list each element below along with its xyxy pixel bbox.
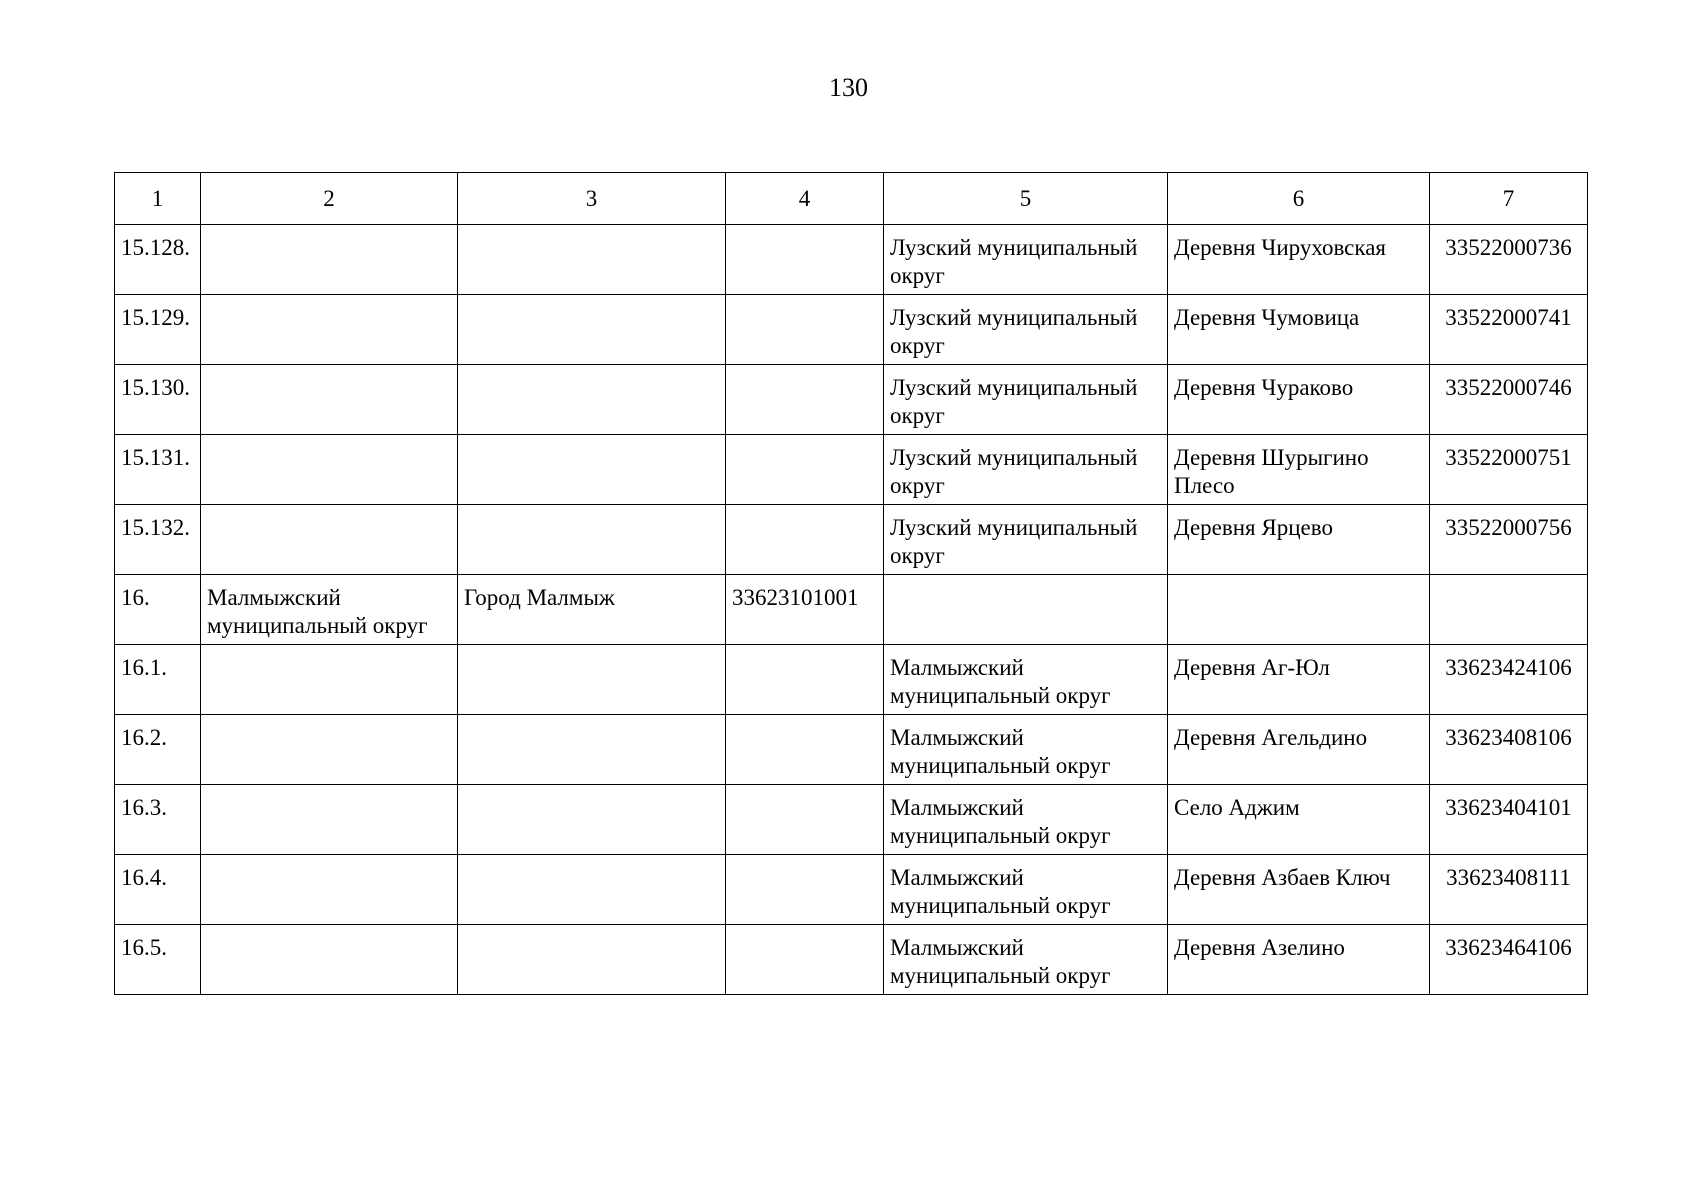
cell-district xyxy=(201,295,458,365)
cell-row-number: 15.132. xyxy=(115,505,201,575)
header-cell-4: 4 xyxy=(726,173,884,225)
cell-settlement-center xyxy=(458,295,726,365)
table-row xyxy=(115,435,1588,505)
cell-municipal-district: Малмыжский муниципальный округ xyxy=(884,855,1168,925)
cell-center-code xyxy=(726,925,884,995)
cell-settlement-code: 33623404101 xyxy=(1430,785,1588,855)
cell-settlement-code xyxy=(1430,575,1588,645)
table-row xyxy=(115,295,1588,365)
header-cell-7: 7 xyxy=(1430,173,1588,225)
header-cell-3: 3 xyxy=(458,173,726,225)
cell-district xyxy=(201,785,458,855)
cell-center-code xyxy=(726,225,884,295)
cell-row-number: 16.1. xyxy=(115,645,201,715)
cell-settlement-code: 33522000741 xyxy=(1430,295,1588,365)
cell-row-number: 16.4. xyxy=(115,855,201,925)
cell-district xyxy=(201,435,458,505)
header-cell-5: 5 xyxy=(884,173,1168,225)
cell-municipal-district: Малмыжский муниципальный округ xyxy=(884,925,1168,995)
cell-settlement-name: Деревня Чумовица xyxy=(1168,295,1430,365)
cell-settlement-center: Город Малмыж xyxy=(458,575,726,645)
table-row xyxy=(115,505,1588,575)
cell-district xyxy=(201,365,458,435)
cell-settlement-code: 33623408111 xyxy=(1430,855,1588,925)
cell-settlement-center xyxy=(458,435,726,505)
table-row xyxy=(115,575,1588,645)
cell-row-number: 16.2. xyxy=(115,715,201,785)
cell-center-code xyxy=(726,295,884,365)
cell-row-number: 15.131. xyxy=(115,435,201,505)
cell-district xyxy=(201,505,458,575)
cell-settlement-code: 33522000736 xyxy=(1430,225,1588,295)
cell-settlement-center xyxy=(458,505,726,575)
table-row xyxy=(115,715,1588,785)
cell-district xyxy=(201,925,458,995)
settlements-table xyxy=(114,172,1588,995)
cell-municipal-district: Лузский муниципальный округ xyxy=(884,365,1168,435)
cell-center-code xyxy=(726,715,884,785)
cell-settlement-name: Деревня Аг-Юл xyxy=(1168,645,1430,715)
cell-row-number: 16.3. xyxy=(115,785,201,855)
cell-row-number: 16.5. xyxy=(115,925,201,995)
cell-row-number: 15.130. xyxy=(115,365,201,435)
cell-settlement-name: Деревня Шурыгино Плесо xyxy=(1168,435,1430,505)
cell-settlement-name: Деревня Ярцево xyxy=(1168,505,1430,575)
cell-settlement-code: 33623464106 xyxy=(1430,925,1588,995)
cell-settlement-name xyxy=(1168,575,1430,645)
cell-municipal-district: Лузский муниципальный округ xyxy=(884,225,1168,295)
cell-district xyxy=(201,715,458,785)
cell-center-code xyxy=(726,785,884,855)
cell-district xyxy=(201,855,458,925)
cell-settlement-center xyxy=(458,365,726,435)
header-cell-2: 2 xyxy=(201,173,458,225)
cell-settlement-center xyxy=(458,645,726,715)
cell-district xyxy=(201,225,458,295)
cell-settlement-code: 33522000746 xyxy=(1430,365,1588,435)
table-row xyxy=(115,365,1588,435)
cell-row-number: 16. xyxy=(115,575,201,645)
cell-settlement-center xyxy=(458,785,726,855)
cell-settlement-center xyxy=(458,715,726,785)
cell-center-code: 33623101001 xyxy=(726,575,884,645)
cell-municipal-district: Малмыжский муниципальный округ xyxy=(884,785,1168,855)
cell-district xyxy=(201,645,458,715)
table-row xyxy=(115,645,1588,715)
cell-center-code xyxy=(726,855,884,925)
table-row xyxy=(115,925,1588,995)
cell-settlement-center xyxy=(458,925,726,995)
cell-center-code xyxy=(726,435,884,505)
cell-municipal-district: Лузский муниципальный округ xyxy=(884,435,1168,505)
header-cell-1: 1 xyxy=(115,173,201,225)
cell-settlement-center xyxy=(458,225,726,295)
cell-municipal-district: Лузский муниципальный округ xyxy=(884,505,1168,575)
cell-municipal-district: Лузский муниципальный округ xyxy=(884,295,1168,365)
cell-settlement-name: Деревня Азелино xyxy=(1168,925,1430,995)
cell-row-number: 15.129. xyxy=(115,295,201,365)
cell-center-code xyxy=(726,505,884,575)
header-cell-6: 6 xyxy=(1168,173,1430,225)
cell-settlement-name: Село Аджим xyxy=(1168,785,1430,855)
cell-settlement-code: 33623408106 xyxy=(1430,715,1588,785)
table-body xyxy=(115,173,1588,995)
table-header-row xyxy=(115,173,1588,225)
table-row xyxy=(115,225,1588,295)
cell-settlement-center xyxy=(458,855,726,925)
cell-municipal-district: Малмыжский муниципальный округ xyxy=(884,715,1168,785)
table-row xyxy=(115,785,1588,855)
cell-settlement-name: Деревня Чураково xyxy=(1168,365,1430,435)
cell-municipal-district: Малмыжский муниципальный округ xyxy=(884,645,1168,715)
cell-district: Малмыжский муниципальный округ xyxy=(201,575,458,645)
cell-row-number: 15.128. xyxy=(115,225,201,295)
cell-municipal-district xyxy=(884,575,1168,645)
table-row xyxy=(115,855,1588,925)
cell-settlement-code: 33522000751 xyxy=(1430,435,1588,505)
page-number: 130 xyxy=(829,73,868,102)
cell-settlement-name: Деревня Азбаев Ключ xyxy=(1168,855,1430,925)
cell-center-code xyxy=(726,365,884,435)
cell-settlement-code: 33522000756 xyxy=(1430,505,1588,575)
cell-settlement-name: Деревня Агельдино xyxy=(1168,715,1430,785)
cell-settlement-code: 33623424106 xyxy=(1430,645,1588,715)
cell-settlement-name: Деревня Чируховская xyxy=(1168,225,1430,295)
cell-center-code xyxy=(726,645,884,715)
